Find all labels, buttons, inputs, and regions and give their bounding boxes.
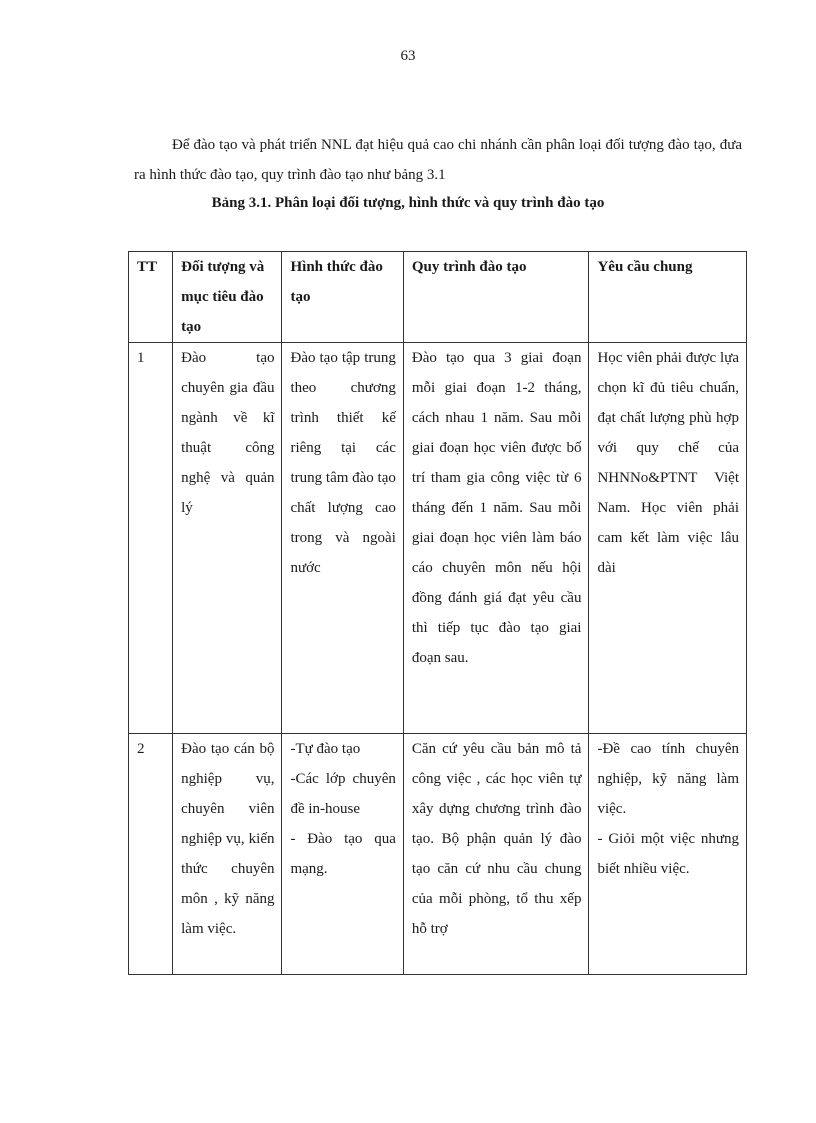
cell-target: Đào tạo chuyên gia đầu ngành về kĩ thuật công nghệ và quản lý <box>173 343 282 734</box>
cell-tt: 2 <box>129 734 173 975</box>
table-row <box>129 343 747 734</box>
training-classification-table <box>128 251 747 975</box>
form-line: - Đào tạo qua mạng. <box>290 831 396 877</box>
table-caption: Bảng 3.1. Phân loại đối tượng, hình thức và quy trình đào tạo <box>211 195 605 211</box>
header-requirements: Yêu cầu chung <box>589 252 747 343</box>
cell-requirements <box>589 734 747 975</box>
cell-process: Căn cứ yêu cầu bản mô tả công việc , các học viên tự xây dựng chương trình đào tạo. Bộ phận quản lý đào tạo căn cứ nhu cầu chung của mỗi phòng, tổ thu xếp hỗ trợ <box>403 734 589 975</box>
cell-tt: 1 <box>129 343 173 734</box>
header-process: Quy trình đào tạo <box>403 252 589 343</box>
header-form: Hình thức đào tạo <box>282 252 403 343</box>
cell-form: Đào tạo tập trung theo chương trình thiết kế riêng tại các trung tâm đào tạo chất lượng cao trong và ngoài nước <box>282 343 403 734</box>
page-number: 63 <box>400 48 416 64</box>
requirement-line: - Giỏi một việc nhưng biết nhiều việc. <box>597 831 739 877</box>
form-line: -Tự đào tạo <box>290 741 361 757</box>
header-target: Đối tượng và mục tiêu đào tạo <box>173 252 282 343</box>
cell-process: Đào tạo qua 3 giai đoạn mỗi giai đoạn 1-2 tháng, cách nhau 1 năm. Sau mỗi giai đoạn học viên được bố trí tham gia công việc từ 6 tháng đến 1 năm. Sau mỗi giai đoạn học viên làm báo cáo chuyên môn nếu hội đồng đánh giá đạt yêu cầu thì tiếp tục đào tạo giai đoạn sau. <box>403 343 589 734</box>
cell-target: Đào tạo cán bộ nghiệp vụ, chuyên viên nghiệp vụ, kiến thức chuyên môn , kỹ năng làm việc. <box>173 734 282 975</box>
form-line: -Các lớp chuyên đề in-house <box>290 771 396 817</box>
table-header-row <box>129 252 747 343</box>
requirement-line: -Đề cao tính chuyên nghiệp, kỹ năng làm việc. <box>597 741 739 817</box>
cell-form <box>282 734 403 975</box>
cell-requirements: Học viên phải được lựa chọn kĩ đủ tiêu chuẩn, đạt chất lượng phù hợp với quy chế của NHNNo&PTNT Việt Nam. Học viên phải cam kết làm việc lâu dài <box>589 343 747 734</box>
table-row <box>129 734 747 975</box>
header-tt: TT <box>129 252 173 343</box>
intro-paragraph: Để đào tạo và phát triển NNL đạt hiệu quả cao chi nhánh cần phân loại đối tượng đào tạo, đưa ra hình thức đào tạo, quy trình đào tạo như bảng 3.1 <box>134 137 742 183</box>
